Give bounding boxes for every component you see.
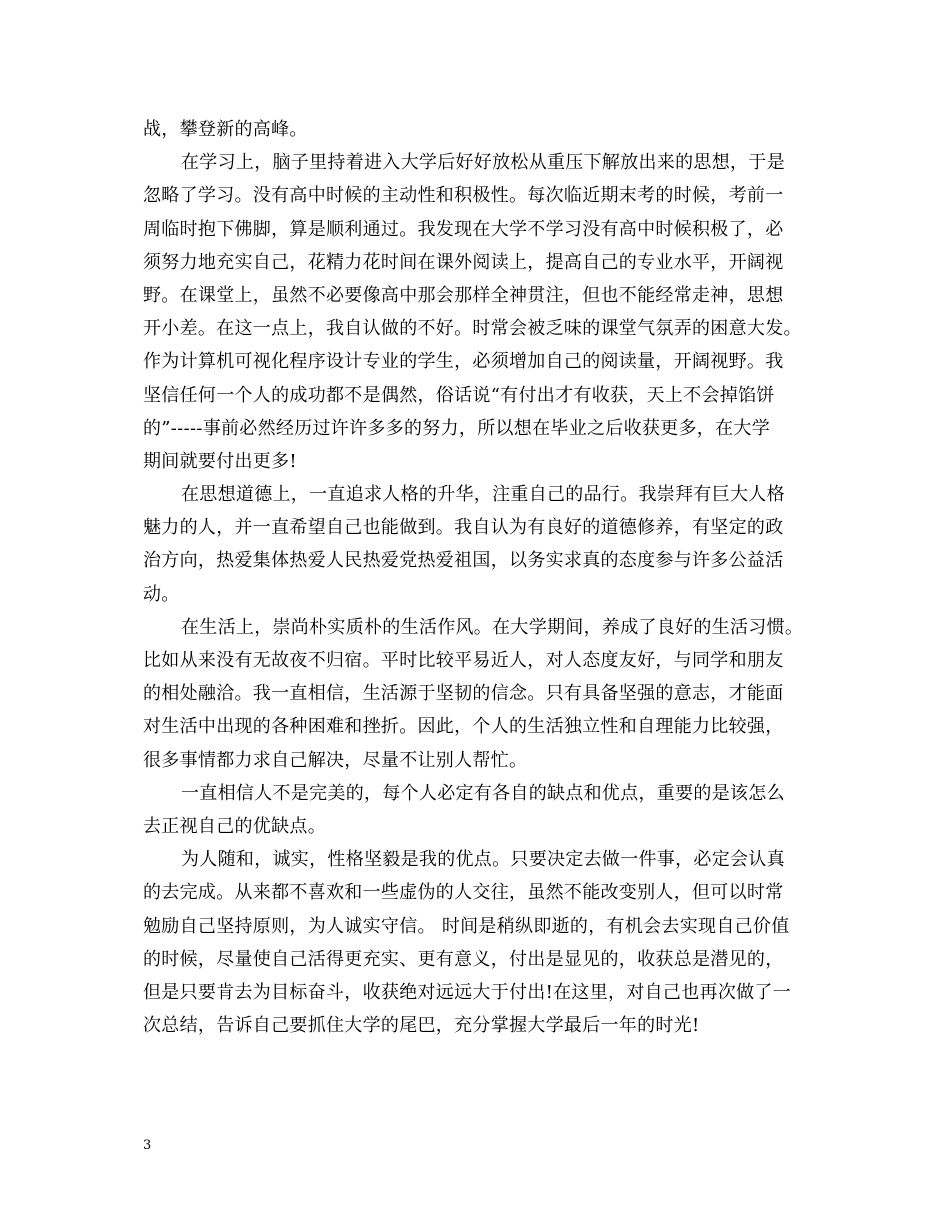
text-line: 很多事情都力求自己解决，尽量不让别人帮忙。 [143,749,528,771]
text-line: 开小差。在这一点上，我自认做的不好。时常会被乏味的课堂气氛弄的困意大发。 [143,318,802,340]
document-body [143,113,823,1042]
paragraph-first-line: 在思想道德上，一直追求人格的升华，注重自己的品行。我崇拜有巨大人格 [181,484,785,506]
text-line: 的去完成。从来都不喜欢和一些虚伪的人交往，虽然不能改变别人，但可以时常 [143,882,784,904]
text-line: 期间就要付出更多! [143,450,297,472]
text-line: 次总结，告诉自己要抓住大学的尾巴，充分掌握大学最后一年的时光! [143,1015,700,1037]
text-line: 勉励自己坚持原则，为人诚实守信。 时间是稍纵即逝的，有机会去实现自己价值 [143,915,790,937]
paragraph-first-line: 一直相信人不是完美的，每个人必定有各自的缺点和优点，重要的是该怎么 [181,782,785,804]
text-line: 须努力地充实自己，花精力花时间在课外阅读上，提高自己的专业水平，开阔视 [143,251,784,273]
paragraph-first-line: 在生活上，崇尚朴实质朴的生活作风。在大学期间，养成了良好的生活习惯。 [181,616,804,638]
text-line: 战，攀登新的高峰。 [143,119,308,140]
text-line: 忽略了学习。没有高中时候的主动性和积极性。每次临近期末考的时候，考前一 [143,185,784,207]
text-line: 去正视自己的优缺点。 [143,815,326,837]
paragraph-first-line: 在学习上，脑子里持着进入大学后好好放松从重压下解放出来的思想，于是 [181,152,785,174]
text-line: 但是只要肯去为目标奋斗，收获绝对远远大于付出!在这里，对自己也再次做了一 [143,981,792,1003]
text-line: 坚信任何一个人的成功都不是偶然，俗话说“有付出才有收获，天上不会掉馅饼 [143,384,775,406]
text-line: 魅力的人，并一直希望自己也能做到。我自认为有良好的道德修养，有坚定的政 [143,517,784,539]
text-line: 周临时抱下佛脚，算是顺利通过。我发现在大学不学习没有高中时候积极了，必 [143,218,784,240]
text-line: 作为计算机可视化程序设计专业的学生，必须增加自己的阅读量，开阔视野。我 [143,351,784,373]
text-line: 的”-----事前必然经历过许许多多的努力，所以想在毕业之后收获更多，在大学 [143,417,771,439]
text-line: 野。在课堂上，虽然不必要像高中那会那样全神贯注，但也不能经常走神，思想 [143,284,784,306]
page-number: 3 [143,1138,152,1153]
text-line: 对生活中出现的各种困难和挫折。因此，个人的生活独立性和自理能力比较强， [143,716,784,738]
text-line: 比如从来没有无故夜不归宿。平时比较平易近人，对人态度友好，与同学和朋友 [143,650,784,671]
text-line: 治方向，热爱集体热爱人民热爱党热爱祖国，以务实求真的态度参与许多公益活 [143,550,784,572]
text-line: 的相处融洽。我一直相信，生活源于坚韧的信念。只有具备坚强的意志，才能面 [143,683,784,705]
paragraph-first-line: 为人随和，诚实，性格坚毅是我的优点。只要决定去做一件事，必定会认真 [181,849,785,871]
text-line: 动。 [143,583,180,605]
text-line: 的时候，尽量使自己活得更充实、更有意义，付出是显见的，收获总是潜见的， [143,948,784,970]
